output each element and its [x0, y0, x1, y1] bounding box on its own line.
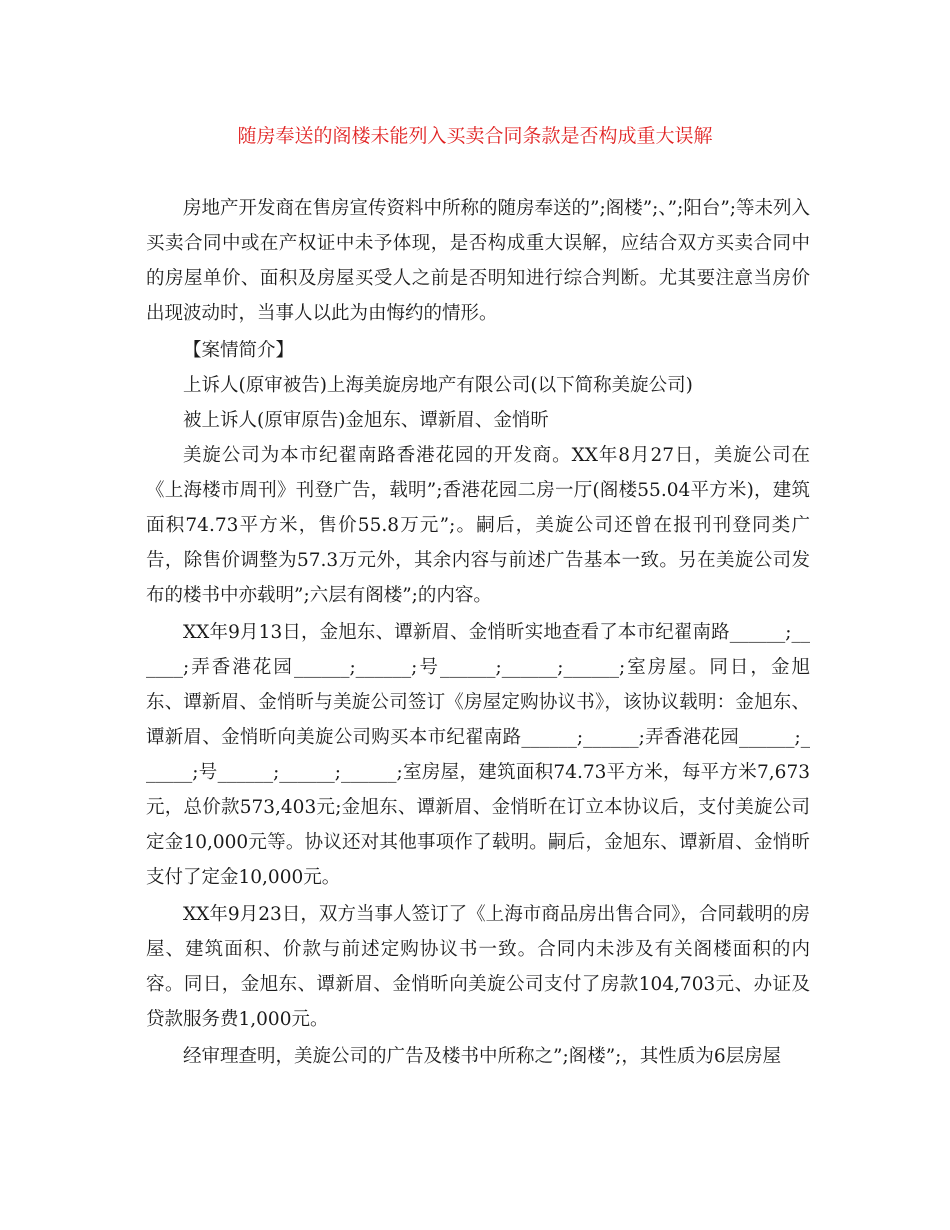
section-heading-case-summary: 【案情简介】: [183, 340, 295, 361]
document-title: 随房奉送的阁楼未能列入买卖合同条款是否构成重大误解: [237, 125, 713, 147]
paragraph-appellee: 被上诉人(原审原告)金旭东、谭新眉、金悄昕: [183, 410, 549, 431]
paragraph-purchase-agreement: XX年9月13日，金旭东、谭新眉、金悄昕实地查看了本市纪翟南路______;______;弄香港花园______;______;号______;______;______;室房屋。同日，金旭东、谭新眉、金悄昕与美旋公司签订《房屋定购协议书》，该协议载明：金旭东、谭新眉、金悄昕向美旋公司购买本市纪翟南路______;______;弄香港花园______;______;号______;______;______;室房屋，建筑面积74.73平方米，每平方米7,673元，总价款573,403元;金旭东、谭新眉、金悄昕在订立本协议后，支付美旋公司定金10,000元等。协议还对其他事项作了载明。嗣后，金旭东、谭新眉、金悄昕支付了定金10,000元。: [146, 622, 810, 888]
paragraph-intro: 房地产开发商在售房宣传资料中所称的随房奉送的”;阁楼”;、”;阳台”;等未列入买卖合同中或在产权证中未予体现，是否构成重大误解，应结合双方买卖合同中的房屋单价、面积及房屋买受人之前是否明知进行综合判断。尤其要注意当房价出现波动时，当事人以此为由悔约的情形。: [146, 198, 811, 324]
paragraph-appellant: 上诉人(原审被告)上海美旋房地产有限公司(以下简称美旋公司): [183, 375, 693, 396]
document-body: [146, 191, 810, 1074]
paragraph-advertisement: 美旋公司为本市纪翟南路香港花园的开发商。XX年8月27日，美旋公司在《上海楼市周刊》刊登广告，载明”;香港花园二房一厅(阁楼55.04平方米)，建筑面积74.73平方米，售价55.8万元”;。嗣后，美旋公司还曾在报刊刊登同类广告，除售价调整为57.3万元外，其余内容与前述广告基本一致。另在美旋公司发布的楼书中亦载明”;六层有阁楼”;的内容。: [146, 445, 810, 606]
paragraph-findings: 经审理查明，美旋公司的广告及楼书中所称之”;阁楼”;，其性质为6层房屋: [183, 1046, 782, 1067]
paragraph-sales-contract: XX年9月23日，双方当事人签订了《上海市商品房出售合同》，合同载明的房屋、建筑面积、价款与前述定购协议书一致。合同内未涉及有关阁楼面积的内容。同日，金旭东、谭新眉、金悄昕向美旋公司支付了房款104,703元、办证及贷款服务费1,000元。: [146, 904, 810, 1030]
